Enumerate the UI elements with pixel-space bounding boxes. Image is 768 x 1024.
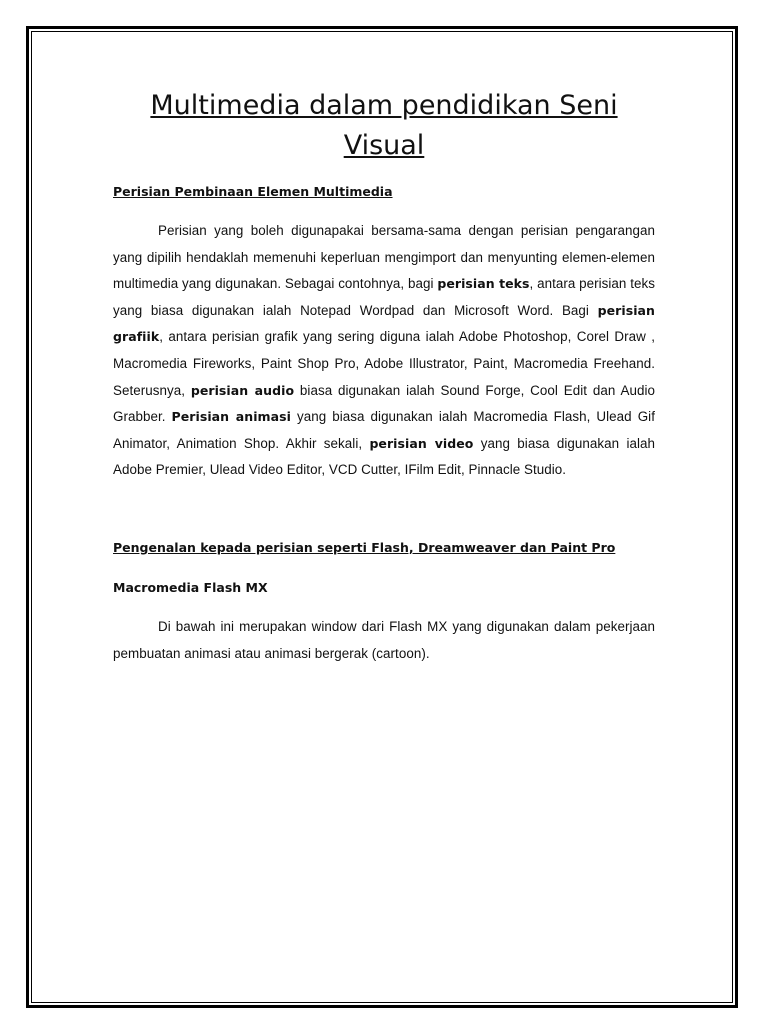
text-run: Perisian yang boleh digunapakai bersama-sama dengan perisian pengarangan yang dipilih hendaklah memenuhi keperluan mengimport dan menyunting elemen-elemen multimedia yang digunakan. Sebagai contohnya, bagi: [113, 223, 655, 292]
document-title: Multimedia dalam pendidikan Seni Visual: [150, 90, 618, 161]
text-run: biasa digunakan ialah Sound Forge, Cool Edit dan Audio Grabber.: [113, 382, 655, 425]
bold-term-perisian-video: perisian video: [369, 435, 474, 451]
bold-term-perisian-animasi: Perisian animasi: [171, 409, 291, 425]
paragraph-perisian: [113, 218, 655, 484]
section-heading-elemen-multimedia: Perisian Pembinaan Elemen Multimedia: [113, 184, 393, 199]
text-run: , antara perisian grafik yang sering diguna ialah Adobe Photoshop, Corel Draw , Macromedia Fireworks, Paint Shop Pro, Adobe Illustrator, Paint, Macromedia Freehand. Seterusnya,: [113, 329, 655, 398]
text-run: , antara perisian teks yang biasa digunakan ialah Notepad Wordpad dan Microsoft Word. Bagi: [113, 276, 655, 318]
bold-term-perisian-audio: perisian audio: [190, 382, 295, 398]
subheading-flash-mx: Macromedia Flash MX: [113, 579, 268, 595]
paragraph-flash-mx: Di bawah ini merupakan window dari Flash MX yang digunakan dalam pekerjaan pembuatan animasi atau animasi bergerak (cartoon).: [113, 618, 655, 661]
text-run: yang biasa digunakan ialah Adobe Premier, Ulead Video Editor, VCD Cutter, IFilm Edit, Pinnacle Studio.: [113, 435, 655, 478]
section-heading-pengenalan: Pengenalan kepada perisian seperti Flash, Dreamweaver dan Paint Pro: [113, 539, 616, 555]
document-body: [113, 86, 655, 667]
bold-term-perisian-grafik: perisian grafiik: [113, 302, 655, 345]
text-run: yang biasa digunakan ialah Macromedia Flash, Ulead Gif Animator, Animation Shop. Akhir sekali,: [113, 409, 655, 451]
bold-term-perisian-teks: perisian teks: [437, 276, 530, 292]
